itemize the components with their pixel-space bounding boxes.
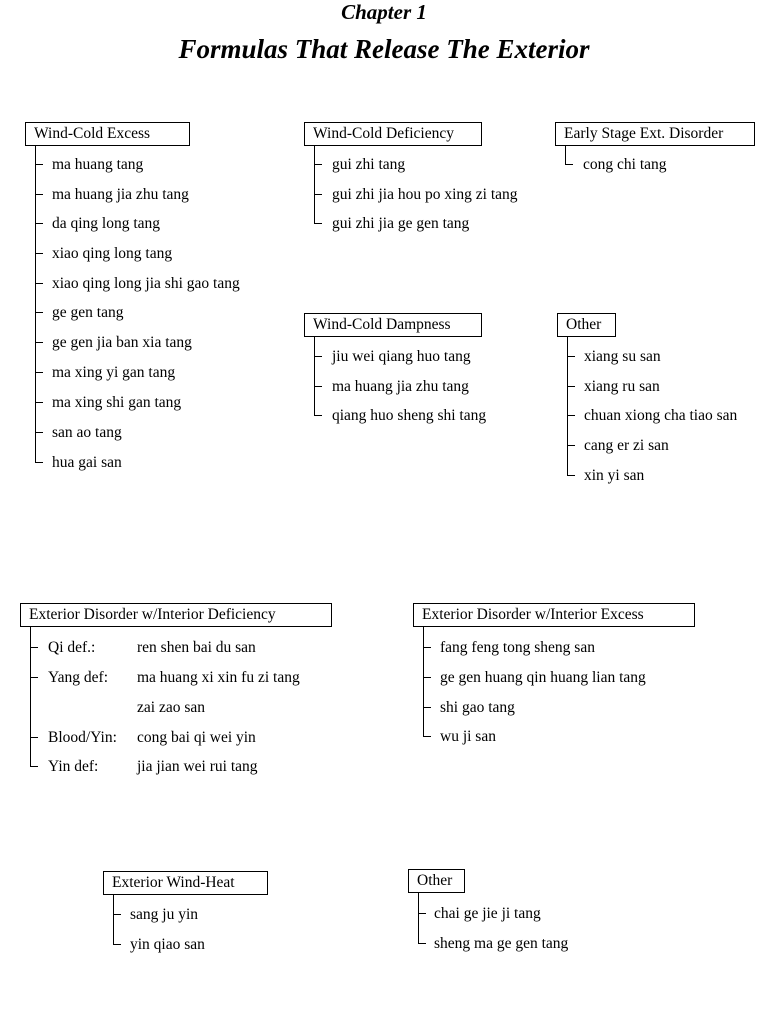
tree-branch [35,432,43,433]
list-item: cang er zi san [584,437,669,454]
group-header: Wind-Cold Excess [25,122,190,146]
tree-branch [418,913,426,914]
row-value: ma huang xi xin fu zi tang [137,669,300,686]
list-item: ge gen huang qin huang lian tang [440,669,646,686]
tree-branch [35,164,43,165]
tree-branch [30,737,38,738]
list-item: gui zhi jia hou po xing zi tang [332,186,518,203]
list-item: ge gen tang [52,304,124,321]
tree-branch [30,766,38,767]
tree-line [314,146,315,224]
tree-branch [423,707,431,708]
tree-branch [30,677,38,678]
tree-branch [314,415,322,416]
tree-branch [35,283,43,284]
list-item: xiang ru san [584,378,660,395]
tree-branch [423,677,431,678]
list-item: chai ge jie ji tang [434,905,541,922]
list-item: xiao qing long jia shi gao tang [52,275,240,292]
tree-branch [35,402,43,403]
list-item: qiang huo sheng shi tang [332,407,487,424]
tree-branch [423,647,431,648]
tree-branch [35,462,43,463]
row-label: Qi def.: [48,639,96,656]
list-item: da qing long tang [52,215,161,232]
group-header: Exterior Disorder w/Interior Deficiency [20,603,332,627]
tree-branch [567,475,575,476]
tree-branch [113,944,121,945]
list-item: ma xing shi gan tang [52,394,182,411]
row-value: zai zao san [137,699,205,716]
list-item: ma huang tang [52,156,144,173]
tree-branch [567,356,575,357]
tree-line [567,337,568,475]
group-header: Wind-Cold Dampness [304,313,482,337]
tree-branch [35,223,43,224]
group-header: Exterior Wind-Heat [103,871,268,895]
tree-branch [314,386,322,387]
list-item: sang ju yin [130,906,199,923]
row-value: ren shen bai du san [137,639,256,656]
group-header: Other [408,869,465,893]
list-item: sheng ma ge gen tang [434,935,569,952]
page-title: Formulas That Release The Exterior [178,34,590,64]
row-label: Yin def: [48,758,99,775]
tree-branch [314,164,322,165]
list-item: wu ji san [440,728,496,745]
list-item: cong chi tang [583,156,667,173]
tree-branch [35,194,43,195]
chapter-label: Chapter 1 [341,0,427,24]
tree-branch [418,943,426,944]
group-header: Other [557,313,616,337]
row-label: Yang def: [48,669,108,686]
group-header: Early Stage Ext. Disorder [555,122,755,146]
group-header: Exterior Disorder w/Interior Excess [413,603,695,627]
list-item: shi gao tang [440,699,515,716]
tree-branch [567,445,575,446]
list-item: chuan xiong cha tiao san [584,407,738,424]
tree-line [418,893,419,943]
tree-branch [35,342,43,343]
tree-branch [35,253,43,254]
tree-branch [567,386,575,387]
tree-line [314,337,315,416]
list-item: ge gen jia ban xia tang [52,334,192,351]
list-item: hua gai san [52,454,122,471]
tree-branch [35,372,43,373]
list-item: yin qiao san [130,936,205,953]
tree-branch [314,194,322,195]
tree-line [565,146,566,164]
tree-line [113,895,114,944]
row-label: Blood/Yin: [48,729,117,746]
tree-branch [35,312,43,313]
list-item: fang feng tong sheng san [440,639,595,656]
group-header: Wind-Cold Deficiency [304,122,482,146]
tree-branch [565,164,573,165]
list-item: san ao tang [52,424,122,441]
list-item: xiao qing long tang [52,245,173,262]
list-item: gui zhi jia ge gen tang [332,215,470,232]
list-item: jiu wei qiang huo tang [332,348,471,365]
list-item: ma huang jia zhu tang [52,186,189,203]
tree-line [423,627,424,736]
tree-branch [314,356,322,357]
list-item: ma xing yi gan tang [52,364,176,381]
list-item: ma huang jia zhu tang [332,378,469,395]
tree-branch [567,415,575,416]
list-item: gui zhi tang [332,156,406,173]
row-value: cong bai qi wei yin [137,729,256,746]
list-item: xiang su san [584,348,661,365]
row-value: jia jian wei rui tang [137,758,258,775]
tree-branch [113,914,121,915]
tree-branch [423,736,431,737]
list-item: xin yi san [584,467,645,484]
tree-branch [30,647,38,648]
tree-branch [314,223,322,224]
